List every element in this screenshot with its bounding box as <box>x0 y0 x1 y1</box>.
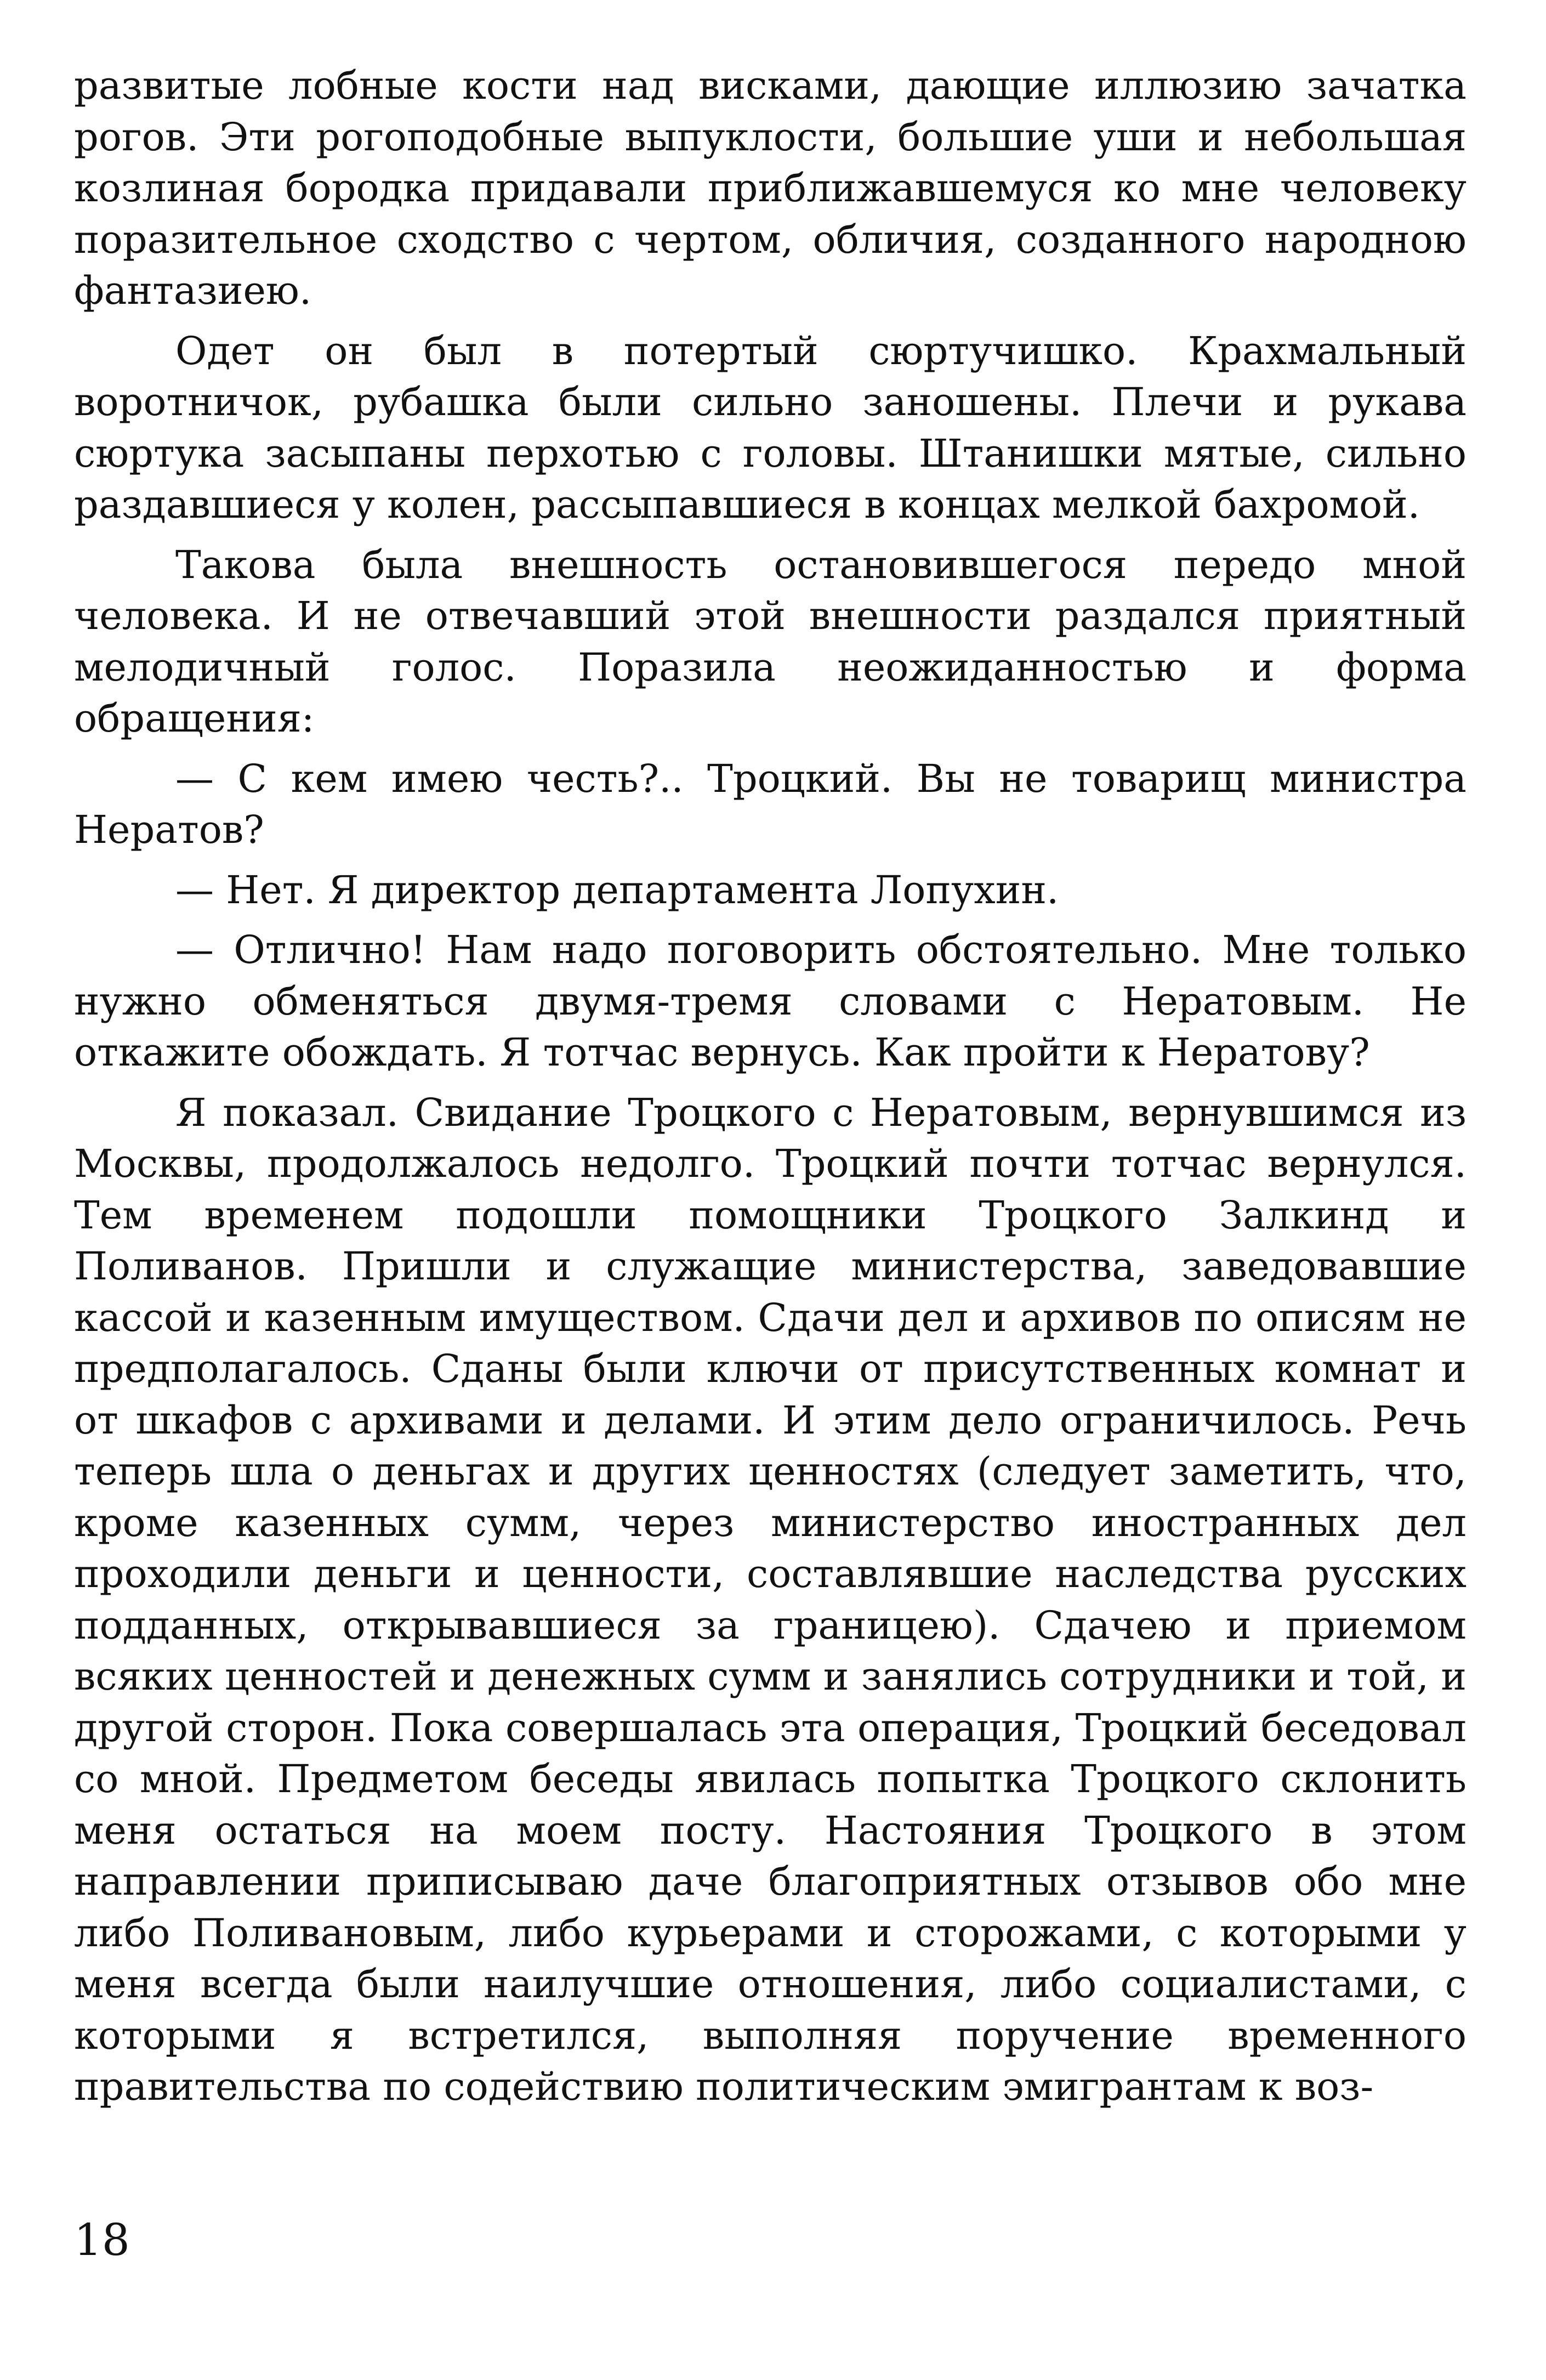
paragraph-2: Одет он был в потертый сюртучишко. Крахмальный воротничок, рубашка были сильно заношены. Плечи и рукава сюртука засыпаны перхотью с головы. Штанишки мятые, сильно раздавшиеся у колен, рассыпавшиеся в концах мелкой бахромой. <box>74 328 1467 527</box>
paragraph-7: Я показал. Свидание Троцкого с Нератовым, вернувшимся из Москвы, продолжалось недолго. Троцкий почти тотчас вернулся. Тем временем подошли помощники Троцкого Залкинд и Поливанов. Пришли и служащие министерства, заведовавшие кассой и казенным имуществом. Сдачи дел и архивов по описям не предполагалось. Сданы были ключи от присутственных комнат и от шкафов с архивами и делами. И этим дело ограничилось. Речь теперь шла о деньгах и других ценностях (следует заметить, что, кроме казенных сумм, через министерство иностранных дел проходили деньги и ценности, составлявшие наследства русских подданных, открывавшиеся за границею). Сдачею и приемом всяких ценностей и денежных сумм и занялись сотрудники и той, и другой сторон. Пока совершалась эта операция, Троцкий беседовал со мной. Предметом беседы явилась попытка Троцкого склонить меня остаться на моем посту. Настояния Троцкого в этом направлении приписываю даче благоприятных отзывов обо мне либо Поливановым, либо курьерами и сторожами, с которыми у меня всегда были наилучшие отношения, либо социалистами, с которыми я встретился, выполняя поручение временного правительства по содействию политическим эмигрантам к воз- <box>74 1090 1467 2109</box>
dialogue-line-1: — С кем имею честь?.. Троцкий. Вы не товарищ министра Нератов? <box>74 756 1467 852</box>
dialogue-line-3: — Отлично! Нам надо поговорить обстоятельно. Мне только нужно обменяться двумя-тремя словами с Нератовым. Не откажите обождать. Я тотчас вернусь. Как пройти к Нератову? <box>74 927 1467 1075</box>
dialogue-line-2: — Нет. Я директор департамента Лопухин. <box>175 867 1059 913</box>
paragraph-3: Такова была внешность остановившегося передо мной человека. И не отвечавший этой внешности раздался приятный мелодичный голос. Поразила неожиданностью и форма обращения: <box>74 542 1467 741</box>
paragraph-1: развитые лобные кости над висками, дающие иллюзию зачатка рогов. Эти рогоподобные выпуклости, большие уши и небольшая козлиная бородка придавали приближавшемуся ко мне человеку поразительное сходство с чертом, обличия, созданного народною фантазиею. <box>74 63 1467 313</box>
body-text <box>74 60 1467 2122</box>
page-number: 18 <box>74 2214 130 2265</box>
